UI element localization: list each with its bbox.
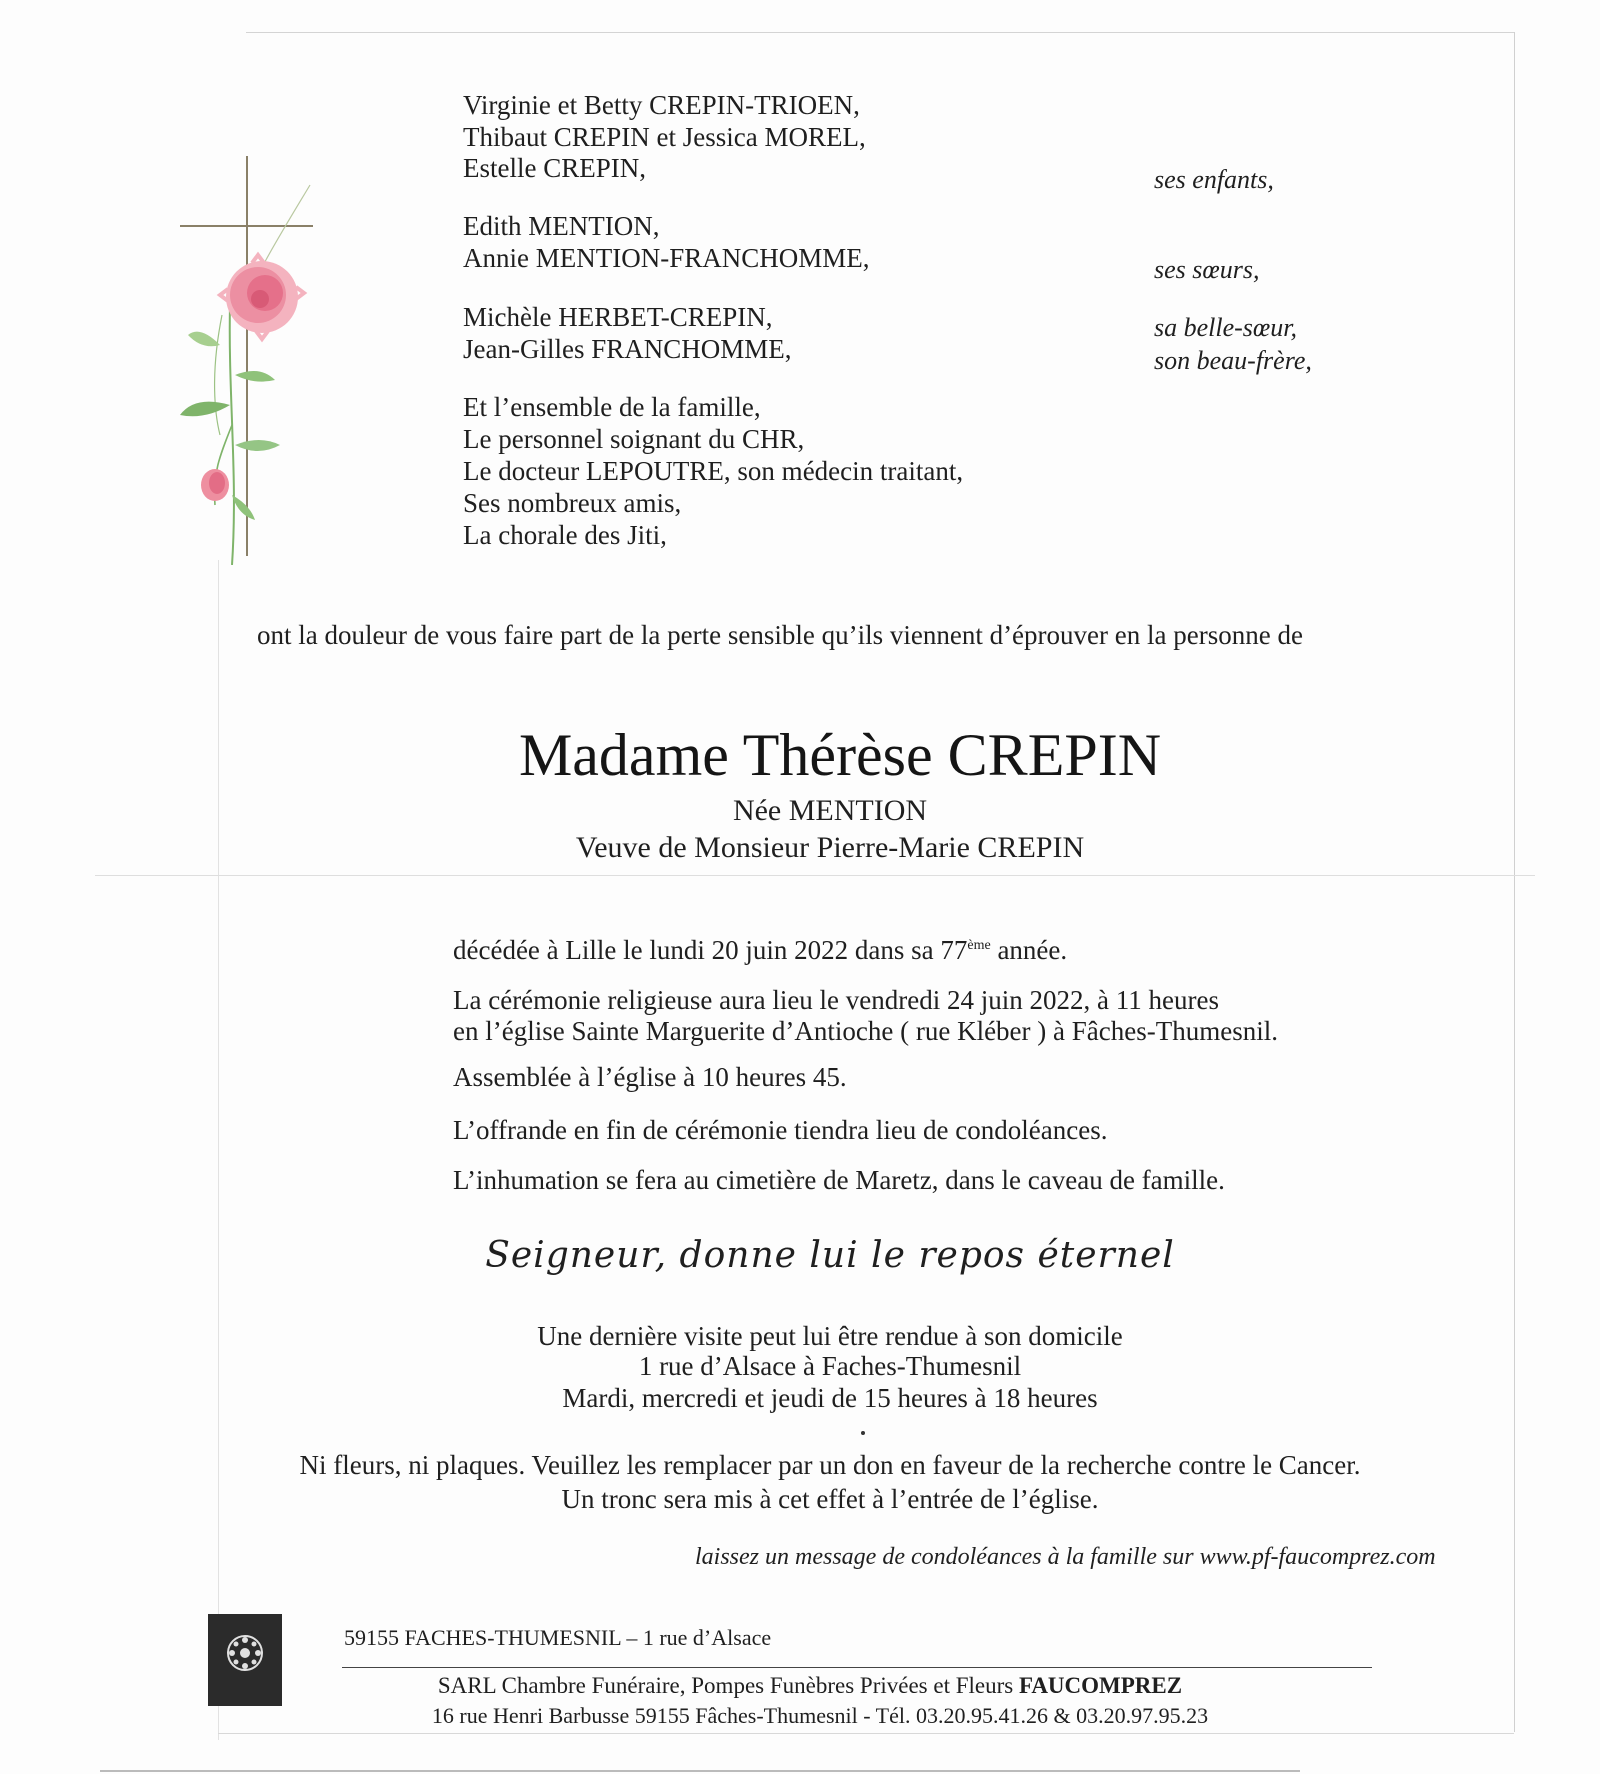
no-flowers-note: Ni fleurs, ni plaques. Veuillez les remplacer par un don en faveur de la recherche contre le Cancer. — [299, 1450, 1361, 1480]
company-contact: 16 rue Henri Barbusse 59155 Fâches-Thumesnil - Tél. 03.20.95.41.26 & 03.20.97.95.23 — [431, 1703, 1209, 1728]
page-border-top — [246, 32, 1514, 33]
relation-inlaws — [1154, 312, 1312, 378]
others-list — [463, 392, 963, 552]
scan-edge — [100, 1770, 1300, 1772]
relation-sisters: ses sœurs, — [1154, 255, 1260, 284]
inlaws-names — [463, 302, 792, 365]
relation-children: ses enfants, — [1154, 165, 1274, 194]
footer-rule — [342, 1667, 1372, 1668]
family-line: Virginie et Betty CREPIN-TRIOEN, — [463, 90, 860, 120]
relation-line: sa belle-sœur, — [1154, 313, 1297, 342]
death-date — [453, 930, 1067, 966]
rose-bud — [201, 469, 229, 501]
visit-line-2: 1 rue d’Alsace à Faches-Thumesnil — [638, 1351, 1022, 1381]
sisters-names — [463, 211, 870, 274]
relation-line: son beau-frère, — [1154, 346, 1312, 375]
footer-address: 59155 FACHES-THUMESNIL – 1 rue d’Alsace — [344, 1625, 772, 1650]
family-line: Annie MENTION-FRANCHOMME, — [463, 242, 870, 273]
ceremony-line-1: La cérémonie religieuse aura lieu le vendredi 24 juin 2022, à 11 heures — [453, 985, 1219, 1015]
company-prefix: SARL Chambre Funéraire, Pompes Funèbres Privées et Fleurs — [437, 1673, 1019, 1698]
family-line: Le docteur LEPOUTRE, son médecin traitant, — [463, 456, 964, 486]
separator-dot — [861, 1431, 865, 1435]
deceased-name: Madame Thérèse CREPIN — [518, 722, 1162, 788]
death-date-end: année. — [990, 935, 1068, 965]
condolence-message-link[interactable]: laissez un message de condoléances à la famille sur www.pf-faucomprez.com — [695, 1544, 1436, 1570]
prayer-line: Seigneur, donne lui le repos éternel — [485, 1235, 1175, 1276]
company-line — [0, 1673, 1600, 1699]
family-line: Ses nombreux amis, — [463, 488, 682, 518]
logo-emblem-icon — [222, 1630, 268, 1676]
company-brand: FAUCOMPREZ — [1018, 1673, 1183, 1698]
maiden-name: Née MENTION — [732, 794, 928, 827]
family-line: La chorale des Jiti, — [463, 520, 667, 550]
collection-box-note: Un tronc sera mis à cet effet à l’entrée de l’église. — [561, 1484, 1099, 1514]
fold-line — [95, 875, 1535, 876]
family-line: Michèle HERBET-CREPIN, — [463, 302, 773, 332]
visit-line-1: Une dernière visite peut lui être rendue à son domicile — [537, 1321, 1123, 1351]
carnation-bloom — [220, 255, 304, 339]
assembly-time: Assemblée à l’église à 10 heures 45. — [453, 1062, 847, 1092]
ceremony-line-2: en l’église Sainte Marguerite d’Antioche ( rue Kléber ) à Fâches-Thumesnil. — [453, 1016, 1278, 1046]
family-line: Le personnel soignant du CHR, — [463, 424, 805, 454]
family-line: Edith MENTION, — [463, 211, 660, 241]
death-date-text: décédée à Lille le lundi 20 juin 2022 dans sa 77 — [453, 935, 968, 965]
visit-line-3: Mardi, mercredi et jeudi de 15 heures à 18 heures — [562, 1383, 1098, 1413]
announcement-intro: ont la douleur de vous faire part de la perte sensible qu’ils viennent d’éprouver en la personne de — [257, 620, 1303, 650]
offering-note: L’offrande en fin de cérémonie tiendra lieu de condoléances. — [453, 1115, 1108, 1145]
family-line: Et l’ensemble de la famille, — [463, 392, 761, 422]
ordinal-suffix: ème — [967, 938, 991, 953]
widow-of: Veuve de Monsieur Pierre-Marie CREPIN — [575, 831, 1085, 864]
family-line: Estelle CREPIN, — [463, 153, 646, 183]
page-border-bottom — [218, 1733, 1514, 1734]
children-names — [463, 90, 866, 185]
family-line: Thibaut CREPIN et Jessica MOREL, — [463, 121, 866, 152]
burial-note: L’inhumation se fera au cimetière de Maretz, dans le caveau de famille. — [453, 1165, 1225, 1195]
family-line: Jean-Gilles FRANCHOMME, — [463, 333, 792, 364]
carnation-flower-illustration — [160, 175, 350, 565]
